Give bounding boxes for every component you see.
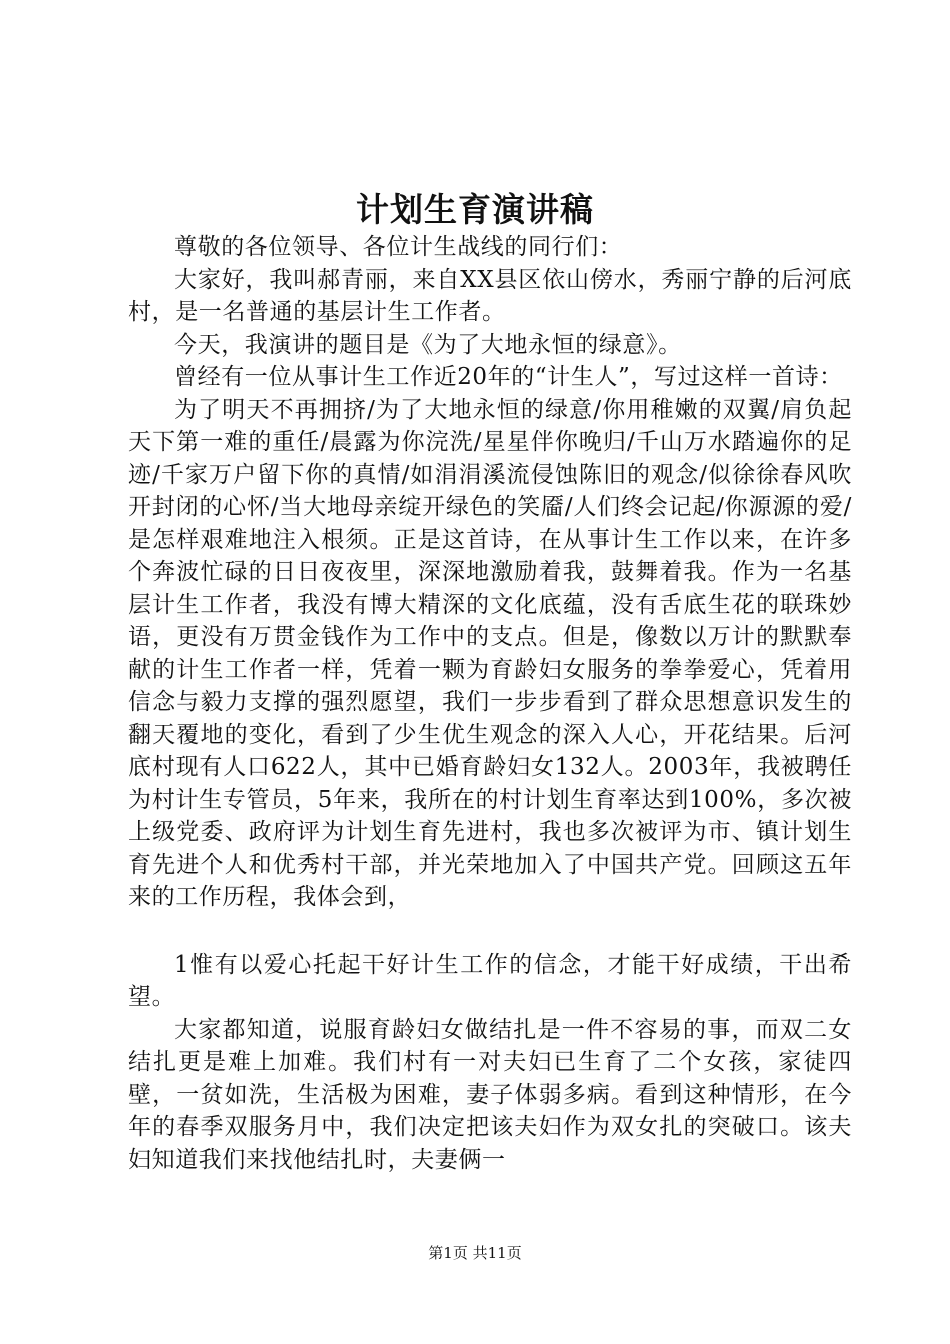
paragraph-greeting: 大家好，我叫郝青丽，来自XX县区依山傍水，秀丽宁静的后河底村，是一名普通的基层计生工作者。 — [128, 266, 852, 325]
paragraph-poem-body: 为了明天不再拥挤/为了大地永恒的绿意/你用稚嫩的双翼/肩负起天下第一难的重任/晨露为你浣洗/星星伴你晚归/千山万水踏遍你的足迹/千家万户留下你的真情/如涓涓溪流侵蚀陈旧的观念/似徐徐春风吹开封闭的心怀/当大地母亲绽开绿色的笑靥/人们终会记起/你源源的爱/是怎样艰难地注入根须。正是这首诗，在从事计生工作以来，在许多个奔波忙碌的日日夜夜里，深深地激励着我，鼓舞着我。作为一名基层计生工作者，我没有博大精深的文化底蕴，没有舌底生花的联珠妙语，更没有万贯金钱作为工作中的支点。但是，像数以万计的默默奉献的计生工作者一样，凭着一颗为育龄妇女服务的拳拳爱心，凭着用信念与毅力支撑的强烈愿望，我们一步步看到了群众思想意识发生的翻天覆地的变化，看到了少生优生观念的深入人心，开花结果。后河底村现有人口622人，其中已婚育龄妇女132人。2003年，我被聘任为村计生专管员，5年来，我所在的村计划生育率达到100%，多次被上级党委、政府评为计划生育先进村，我也多次被评为市、镇计划生育先进个人和优秀村干部，并光荣地加入了中国共产党。回顾这五年来的工作历程，我体会到， — [128, 396, 852, 910]
paragraph-salutation: 尊敬的各位领导、各位计生战线的同行们： — [174, 234, 623, 260]
paragraph-poem-intro: 曾经有一位从事计生工作近20年的“计生人”，写过这样一首诗： — [174, 364, 843, 390]
document-title: 计划生育演讲稿 — [356, 190, 594, 229]
document-body — [128, 231, 852, 1176]
paragraph-topic: 今天，我演讲的题目是《为了大地永恒的绿意》。 — [174, 331, 682, 358]
paragraph-point-one: 1惟有以爱心托起干好计生工作的信念，才能干好成绩，干出希望。 — [128, 951, 852, 1010]
page-footer: 第1页 共11页 — [428, 1244, 522, 1262]
paragraph-story: 大家都知道，说服育龄妇女做结扎是一件不容易的事，而双二女结扎更是难上加难。我们村有一对夫妇已生育了二个女孩，家徒四壁，一贫如洗，生活极为困难，妻子体弱多病。看到这种情形，在今年的春季双服务月中，我们决定把该夫妇作为双女扎的突破口。该夫妇知道我们来找他结扎时，夫妻俩一 — [128, 1016, 852, 1173]
